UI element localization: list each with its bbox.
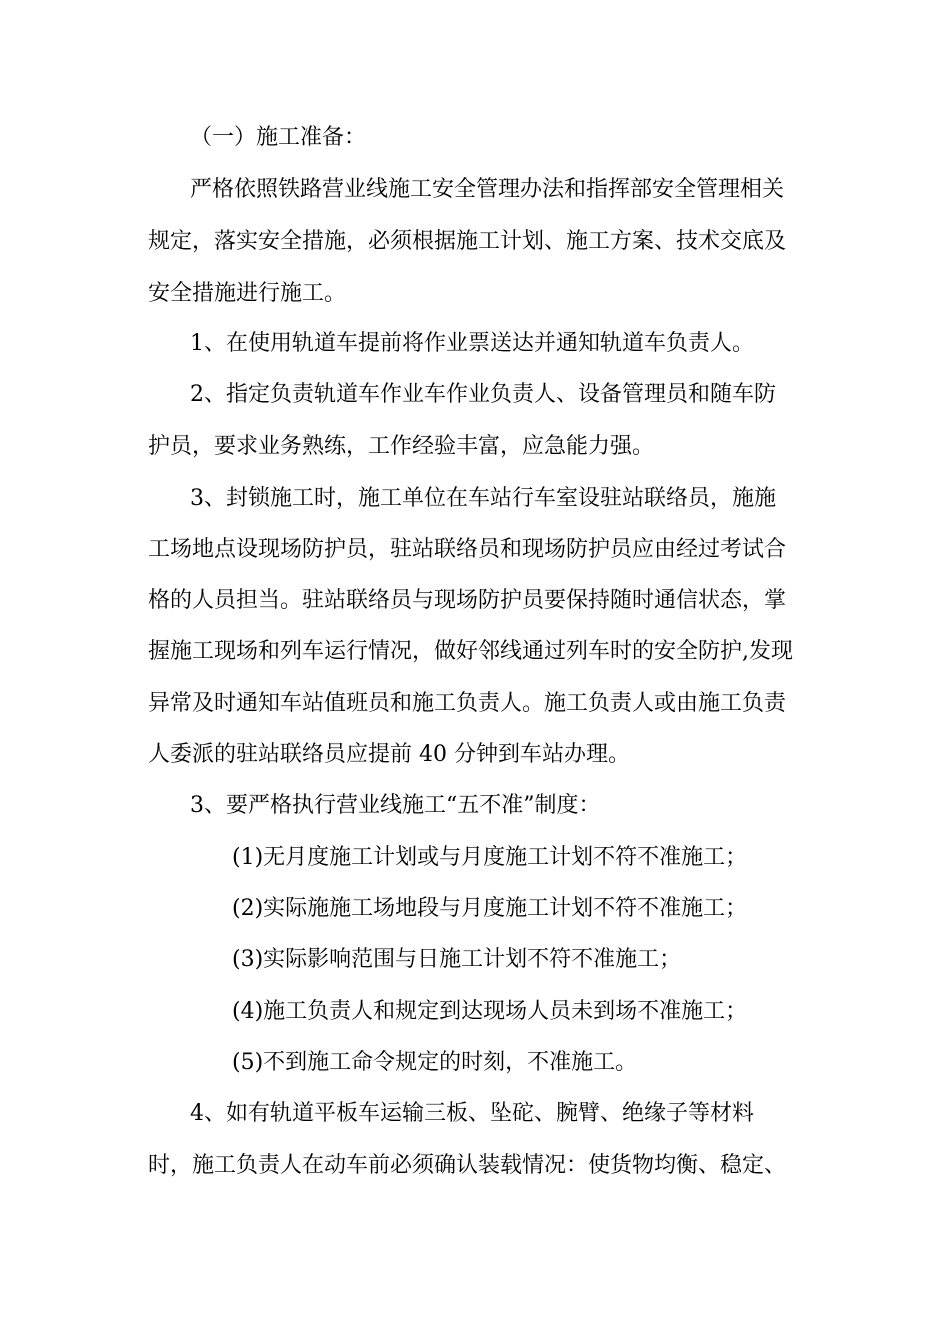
- paragraph-line: 3、封锁施工时，施工单位在车站行车室设驻站联络员，施施: [190, 486, 776, 511]
- paragraph-line: 握施工现场和列车运行情况，做好邻线通过列车时的安全防护,发现: [148, 639, 793, 664]
- paragraph-line: 工场地点设现场防护员，驻站联络员和现场防护员应由经过考试合: [148, 537, 787, 562]
- paragraph-line: 护员，要求业务熟练，工作经验丰富，应急能力强。: [148, 434, 655, 459]
- paragraph-line: 格的人员担当。驻站联络员与现场防护员要保持随时通信状态，掌: [148, 588, 787, 613]
- list-item: (5)不到施工命令规定的时刻，不准施工。: [232, 1050, 638, 1075]
- list-item: (2)实际施施工场地段与月度施工计划不符不准施工；: [232, 896, 748, 921]
- paragraph-line: 1、在使用轨道车提前将作业票送达并通知轨道车负责人。: [190, 331, 754, 356]
- paragraph-line: 4、如有轨道平板车运输三板、坠砣、腕臂、绝缘子等材料: [190, 1101, 754, 1126]
- list-item: (3)实际影响范围与日施工计划不符不准施工；: [232, 947, 682, 972]
- paragraph-line: 规定，落实安全措施，必须根据施工计划、施工方案、技术交底及: [148, 229, 787, 254]
- list-item: (1)无月度施工计划或与月度施工计划不符不准施工；: [232, 845, 748, 870]
- paragraph-line: 安全措施进行施工。: [148, 281, 347, 306]
- paragraph-line: 异常及时通知车站值班员和施工负责人。施工负责人或由施工负责: [148, 691, 787, 716]
- paragraph-line: 时，施工负责人在动车前必须确认装载情况：使货物均衡、稳定、: [148, 1153, 787, 1178]
- list-item: (4)施工负责人和规定到达现场人员未到场不准施工；: [232, 999, 748, 1024]
- paragraph-line: 3、要严格执行营业线施工“五不准”制度：: [190, 793, 601, 818]
- section-heading: （一）施工准备：: [190, 125, 367, 150]
- paragraph-line: 2、指定负责轨道车作业车作业负责人、设备管理员和随车防: [190, 382, 776, 407]
- paragraph-line: 严格依照铁路营业线施工安全管理办法和指挥部安全管理相关: [190, 177, 785, 202]
- paragraph-line: 人委派的驻站联络员应提前 40 分钟到车站办理。: [148, 742, 630, 767]
